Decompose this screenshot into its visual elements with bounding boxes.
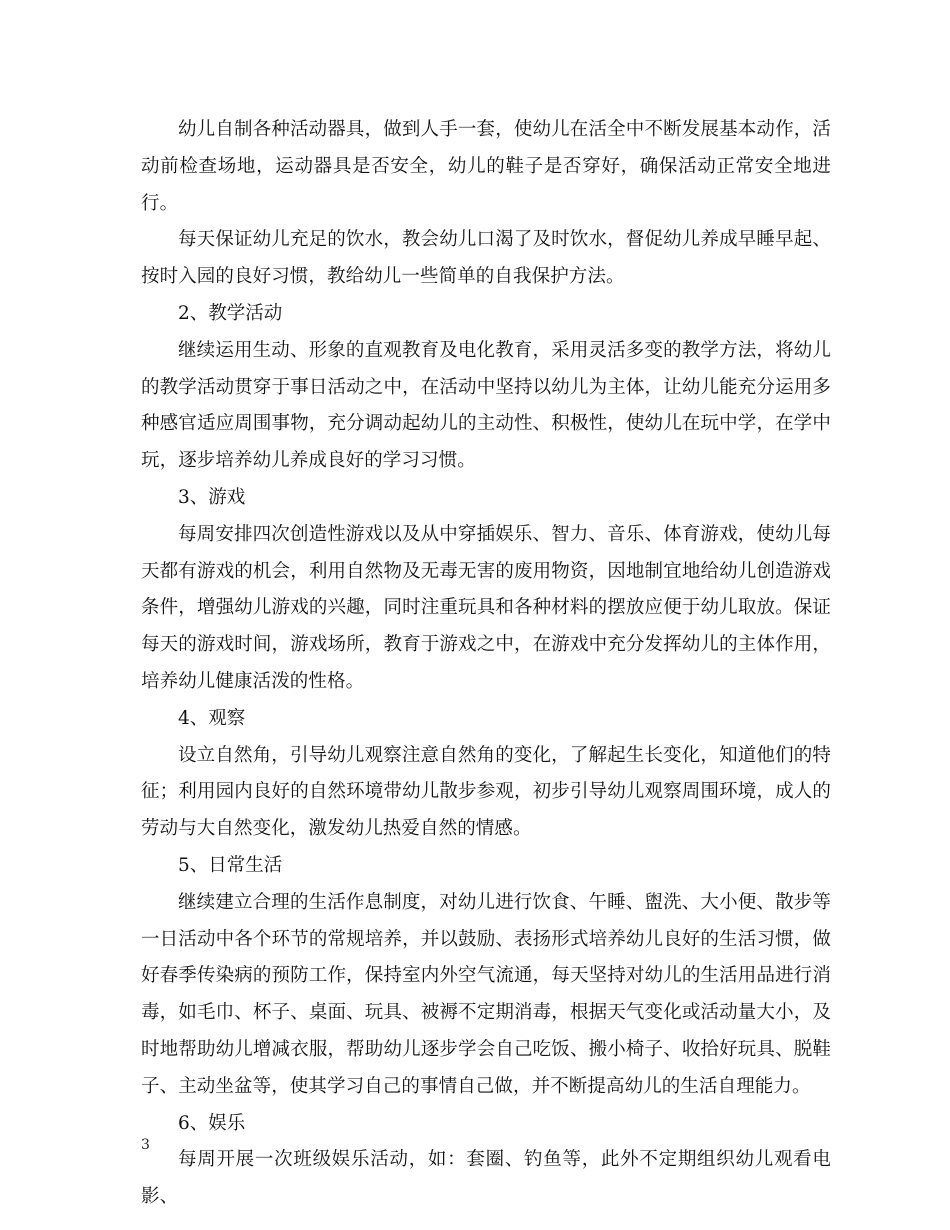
section-heading-daily-life: 5、日常生活 — [178, 854, 283, 876]
paragraph-entertainment: 每周开展一次班级娱乐活动，如：套圈、钓鱼等，此外不定期组织幼儿观看电影、 — [141, 1149, 831, 1208]
section-heading-entertainment: 6、娱乐 — [178, 1112, 246, 1134]
paragraph-observation: 设立自然角，引导幼儿观察注意自然角的变化，了解起生长变化，知道他们的特征；利用园内良好的自然环境带幼儿散步参观，初步引导幼儿观察周围环境，成人的劳动与大自然变化，激发幼儿热爱自然的情感。 — [141, 744, 831, 840]
paragraph-games: 每周安排四次创造性游戏以及从中穿插娱乐、智力、音乐、体育游戏，使幼儿每天都有游戏的机会，利用自然物及无毒无害的废用物资，因地制宜地给幼儿创造游戏条件，增强幼儿游戏的兴趣，同时注重玩具和各种材料的摆放应便于幼儿取放。保证每天的游戏时间，游戏场所，教育于游戏之中，在游戏中充分发挥幼儿的主体作用，培养幼儿健康活泼的性格。 — [141, 523, 831, 692]
paragraph-teaching: 继续运用生动、形象的直观教育及电化教育，采用灵活多变的教学方法，将幼儿的教学活动贯穿于事日活动之中，在活动中坚持以幼儿为主体，让幼儿能充分运用多种感官适应周围事物，充分调动起幼儿的主动性、积极性，使幼儿在玩中学，在学中玩，逐步培养幼儿养成良好的学习习惯。 — [141, 339, 831, 472]
section-heading-teaching: 2、教学活动 — [178, 302, 283, 324]
section-heading-games: 3、游戏 — [178, 486, 246, 508]
paragraph-equipment-safety: 幼儿自制各种活动器具，做到人手一套，使幼儿在活全中不断发展基本动作，活动前检查场地，运动器具是否安全，幼儿的鞋子是否穿好，确保活动正常安全地进行。 — [141, 119, 831, 214]
paragraph-daily-life: 继续建立合理的生活作息制度，对幼儿进行饮食、午睡、盥洗、大小便、散步等一日活动中各个环节的常规培养，并以鼓励、表扬形式培养幼儿良好的生活习惯，做好春季传染病的预防工作，保持室内外空气流通，每天坚持对幼儿的生活用品进行消毒，如毛巾、杯子、桌面、玩具、被褥不定期消毒，根据天气变化或活动量大小，及时地帮助幼儿增减衣服，帮助幼儿逐步学会自己吃饭、搬小椅子、收拾好玩具、脱鞋子、主动坐盆等，使其学习自己的事情自己做，并不断提高幼儿的生活自理能力。 — [141, 891, 831, 1097]
section-heading-observation: 4、观察 — [178, 707, 246, 729]
page-number: 3 — [141, 1137, 150, 1153]
paragraph-water-habits: 每天保证幼儿充足的饮水，教会幼儿口渴了及时饮水，督促幼儿养成早睡早起、按时入园的良好习惯，教给幼儿一些简单的自我保护方法。 — [141, 229, 831, 288]
document-body — [141, 112, 831, 1216]
